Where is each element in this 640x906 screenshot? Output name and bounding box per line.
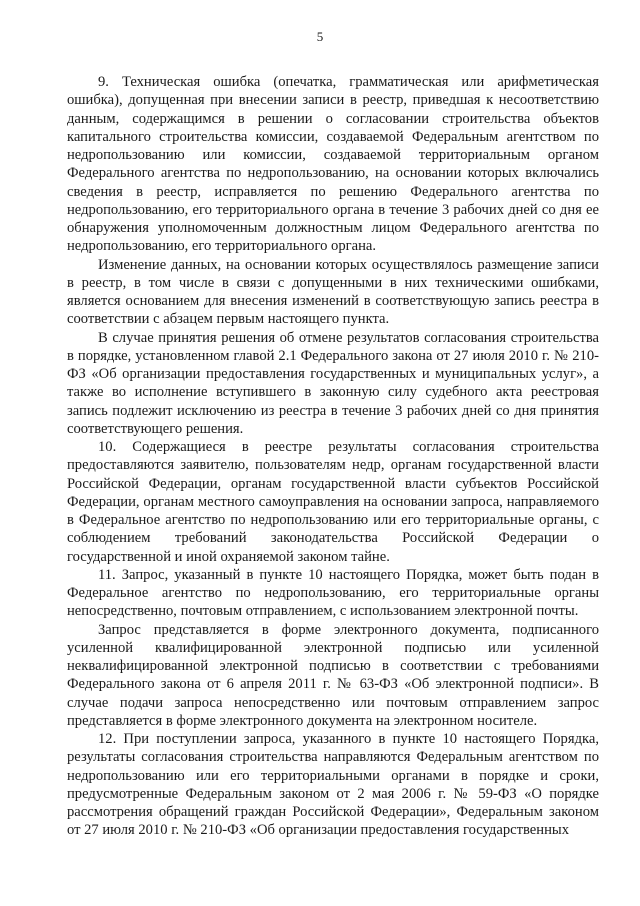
paragraph-request-form: Запрос представляется в форме электронного документа, подписанного усиленной квалифицированной электронной подписью или усиленной неквалифицированной электронной подписью в соответствии с требованиями Федерального закона от 6 апреля 2011 г. № 63-ФЗ «Об электронной подписи». В случае подачи запроса непосредственно или почтовым отправлением запрос представляется в форме электронного документа на электронном носителе. — [67, 621, 599, 729]
document-body — [67, 73, 599, 840]
page-number: 5 — [316, 29, 324, 44]
paragraph-item-10: 10. Содержащиеся в реестре результаты согласования строительства предоставляются заявителю, пользователям недр, органам государственной власти Российской Федерации, органам государственной власти субъектов Российской Федерации, органам местного самоуправления на основании запроса, направляемого в Федеральное агентство по недропользованию или его территориальные органы, с соблюдением требований законодательства Российской Федерации о государственной и иной охраняемой законом тайне. — [67, 439, 599, 565]
paragraph-item-12: 12. При поступлении запроса, указанного в пункте 10 настоящего Порядка, результаты согласования строительства направляются Федеральным агентством по недропользованию или его территориальными органами в порядке и сроки, предусмотренные Федеральным законом от 2 мая 2006 г. № 59-ФЗ «О порядке рассмотрения обращений граждан Российской Федерации», Федеральным законом от 27 июля 2010 г. № 210-ФЗ «Об организации предоставления государственных — [67, 731, 599, 839]
paragraph-registry-data-change: Изменение данных, на основании которых осуществлялось размещение записи в реестр, в том числе в связи с допущенными в них техническими ошибками, является основанием для внесения изменений в соответствующую запись реестра в соответствии с абзацем первым настоящего пункта. — [67, 256, 599, 328]
paragraph-item-11: 11. Запрос, указанный в пункте 10 настоящего Порядка, может быть подан в Федеральное агентство по недропользованию, его территориальные органы непосредственно, почтовым отправлением, с использованием электронной почты. — [67, 566, 599, 620]
paragraph-approval-cancellation: В случае принятия решения об отмене результатов согласования строительства в порядке, установленном главой 2.1 Федерального закона от 27 июля 2010 г. № 210-ФЗ «Об организации предоставления государственных и муниципальных услуг», а также во исполнение вступившего в законную силу судебного акта реестровая запись подлежит исключению из реестра в течение 3 рабочих дней со дня принятия соответствующего решения. — [67, 329, 599, 437]
paragraph-item-9: 9. Техническая ошибка (опечатка, грамматическая или арифметическая ошибка), допущенная при внесении записи в реестр, приведшая к несоответствию данным, содержащимся в решении о согласовании строительства объектов капитального строительства комиссии, создаваемой Федеральным агентством по недропользованию или комиссии, создаваемой территориальным органом Федерального агентства по недропользованию, на основании которых включались сведения в реестр, исправляется по решению Федерального агентства по недропользованию, его территориального органа в течение 3 рабочих дней со дня ее обнаружения уполномоченным должностным лицом Федерального агентства по недропользованию, его территориального органа. — [67, 74, 599, 255]
